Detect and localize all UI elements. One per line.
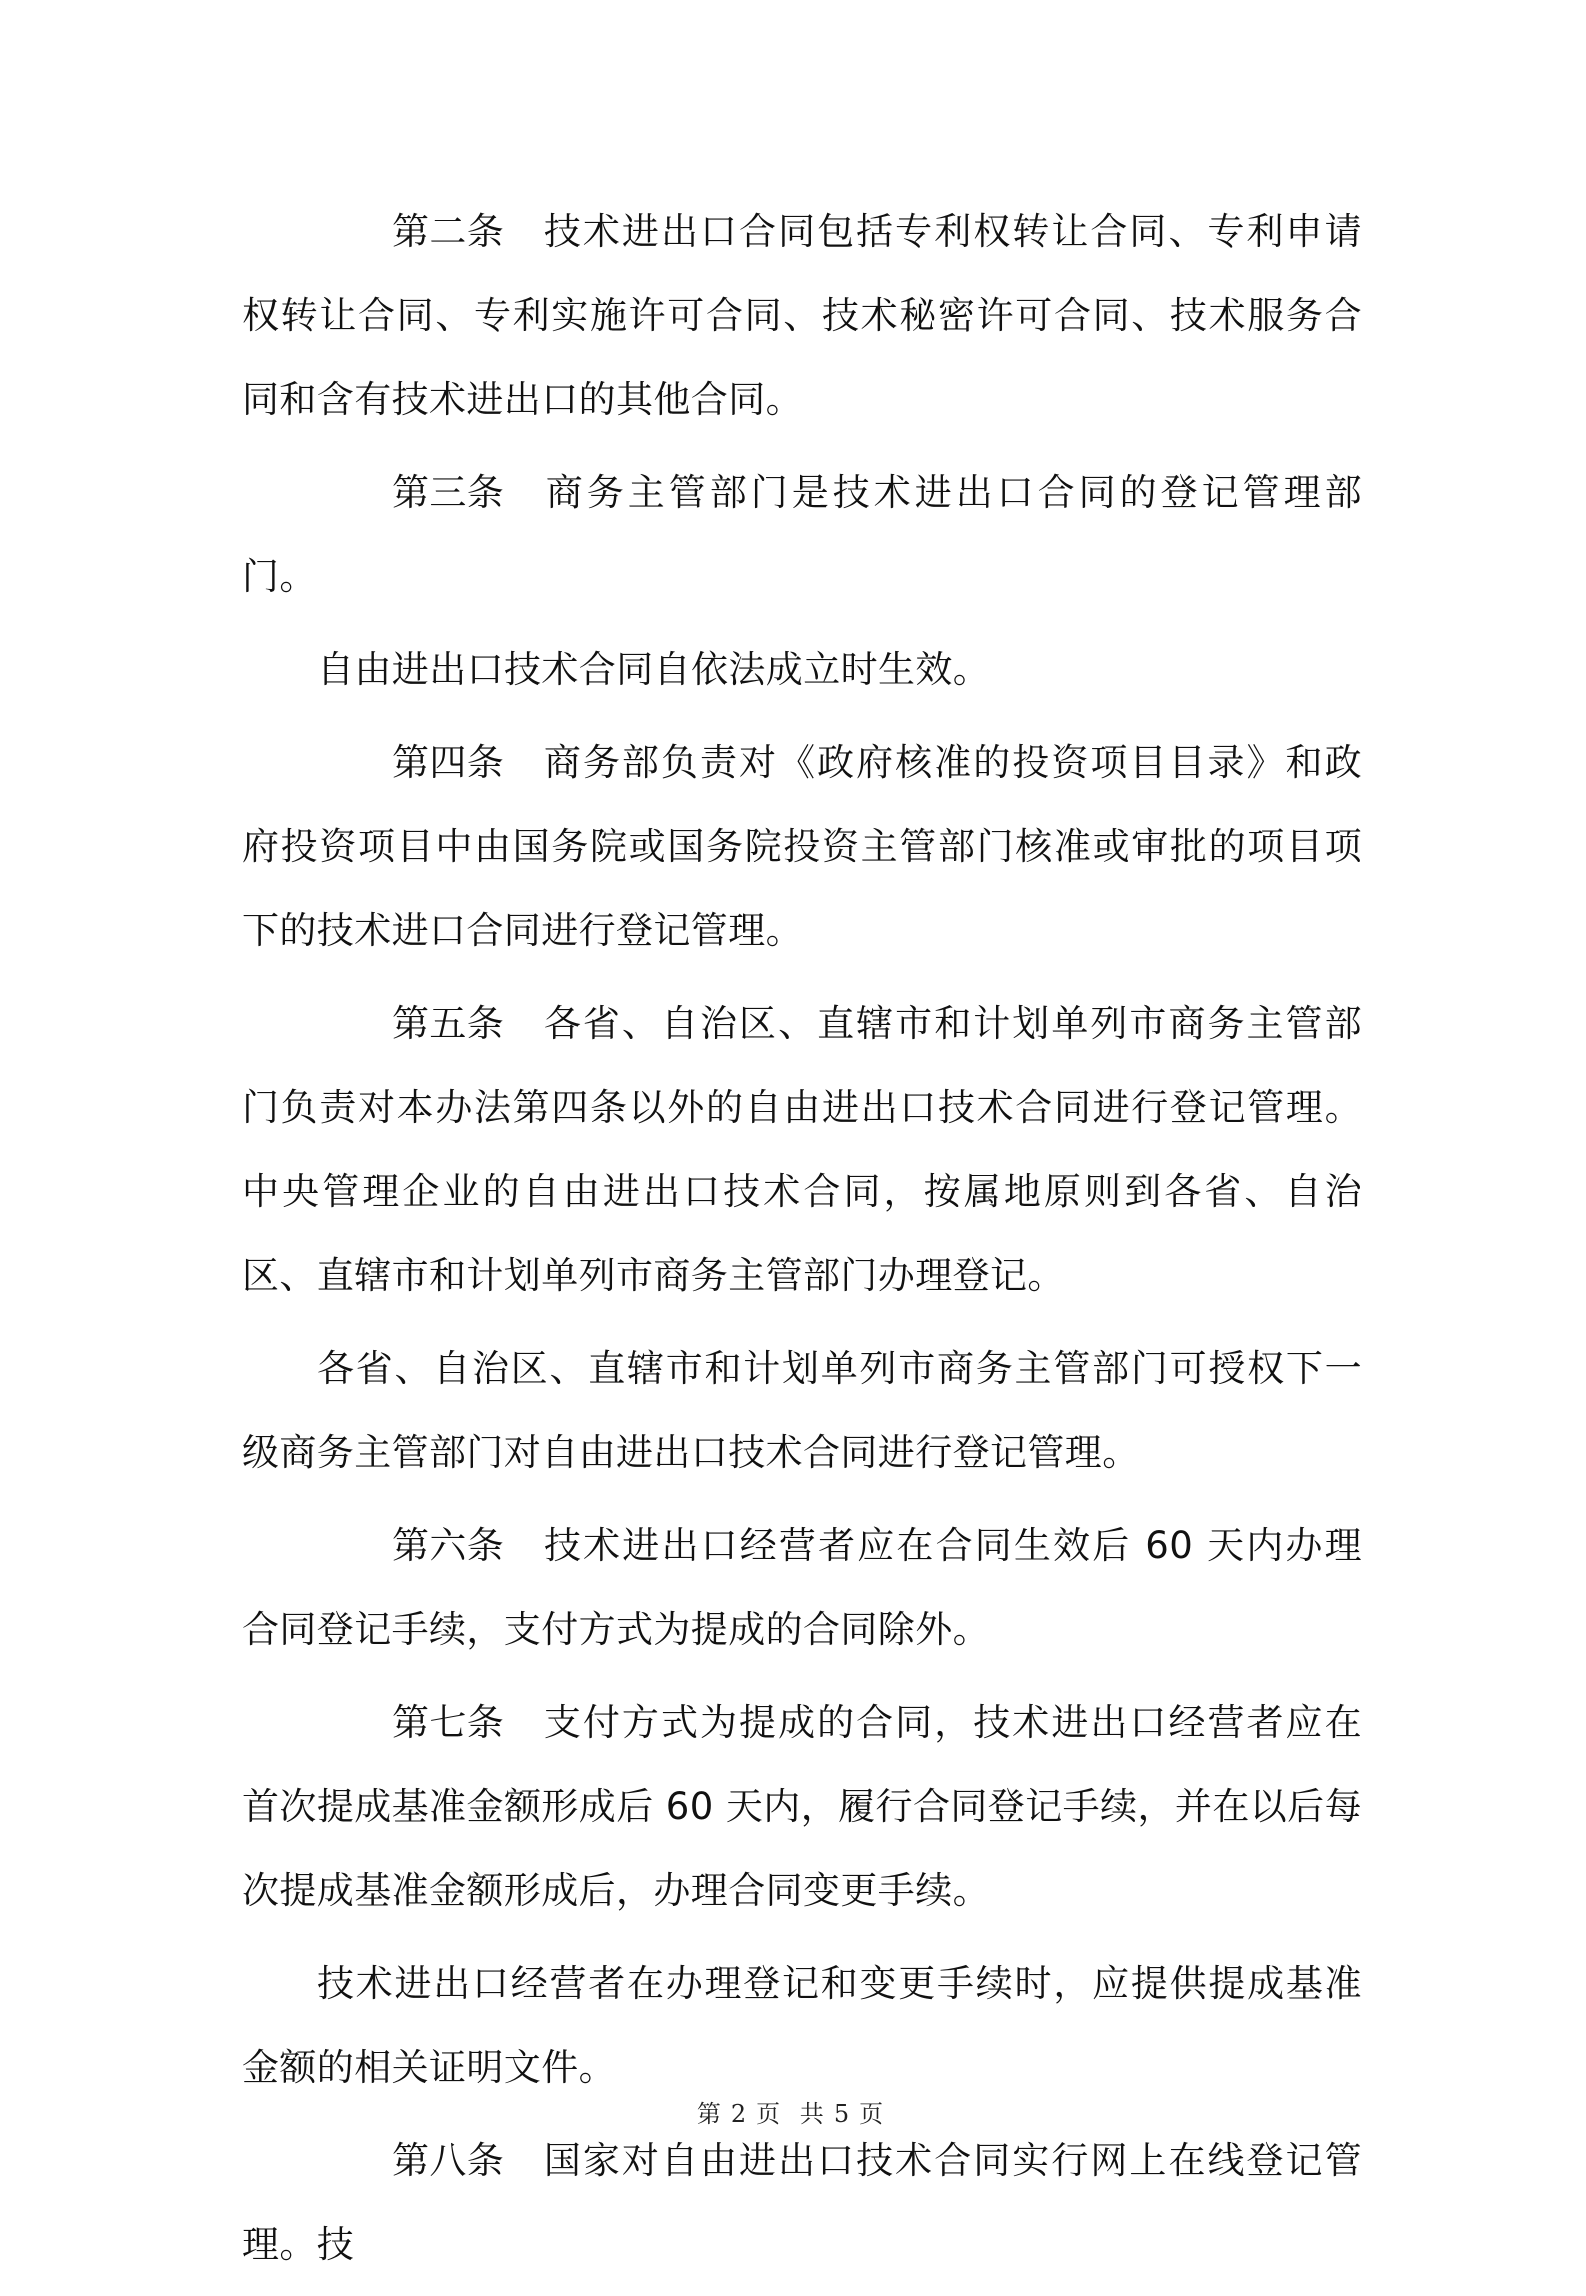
article-label: 第二条 (392, 210, 505, 253)
footer-mid: 页 共 (756, 2100, 830, 2128)
paragraph-text: 技术进出口经营者在办理登记和变更手续时，应提供提成基准金额的相关证明文件。 (242, 1962, 1362, 2089)
paragraph-text: 支付方式为提成的合同，技术进出口经营者应在首次提成基准金额形成后 60 天内，履行合同登记手续，并在以后每次提成基准金额形成后，办理合同变更手续。 (242, 1701, 1362, 1912)
footer-suffix: 页 (859, 2100, 890, 2128)
paragraph-article-3 (242, 451, 1362, 619)
document-body (242, 190, 1362, 2296)
paragraph-text: 技术进出口合同包括专利权转让合同、专利申请权转让合同、专利实施许可合同、技术秘密许可合同、技术服务合同和含有技术进出口的其他合同。 (242, 210, 1362, 421)
total-pages-number: 5 (833, 2100, 856, 2128)
paragraph-text: 各省、自治区、直辖市和计划单列市商务主管部门可授权下一级商务主管部门对自由进出口技术合同进行登记管理。 (242, 1347, 1362, 1474)
paragraph-text: 技术进出口经营者应在合同生效后 60 天内办理合同登记手续，支付方式为提成的合同除外。 (242, 1524, 1362, 1651)
paragraph-article-7 (242, 1681, 1362, 1933)
article-label: 第四条 (392, 741, 505, 784)
paragraph-article-2 (242, 190, 1362, 442)
paragraph-article-5 (242, 982, 1362, 1318)
article-label: 第八条 (392, 2139, 505, 2182)
paragraph-text: 商务主管部门是技术进出口合同的登记管理部门。 (242, 471, 1362, 598)
page-number-footer (0, 2094, 1586, 2129)
paragraph-article-5-cont (242, 1327, 1362, 1495)
paragraph-article-8 (242, 2119, 1362, 2287)
paragraph-article-7-cont (242, 1942, 1362, 2110)
paragraph-article-4 (242, 721, 1362, 973)
paragraph-text: 自由进出口技术合同自依法成立时生效。 (317, 648, 991, 691)
current-page-number: 2 (730, 2100, 753, 2128)
article-label: 第五条 (392, 1002, 505, 1045)
paragraph-article-6 (242, 1504, 1362, 1672)
paragraph-text: 商务部负责对《政府核准的投资项目目录》和政府投资项目中由国务院或国务院投资主管部门核准或审批的项目项下的技术进口合同进行登记管理。 (242, 741, 1362, 952)
paragraph-text: 各省、自治区、直辖市和计划单列市商务主管部门负责对本办法第四条以外的自由进出口技术合同进行登记管理。中央管理企业的自由进出口技术合同，按属地原则到各省、自治区、直辖市和计划单列市商务主管部门办理登记。 (242, 1002, 1362, 1297)
article-label: 第七条 (392, 1701, 505, 1744)
article-label: 第六条 (392, 1524, 505, 1567)
footer-prefix: 第 (696, 2100, 727, 2128)
paragraph-text: 国家对自由进出口技术合同实行网上在线登记管理。技 (242, 2139, 1362, 2266)
paragraph-article-3-cont (242, 628, 1362, 712)
article-label: 第三条 (392, 471, 505, 514)
